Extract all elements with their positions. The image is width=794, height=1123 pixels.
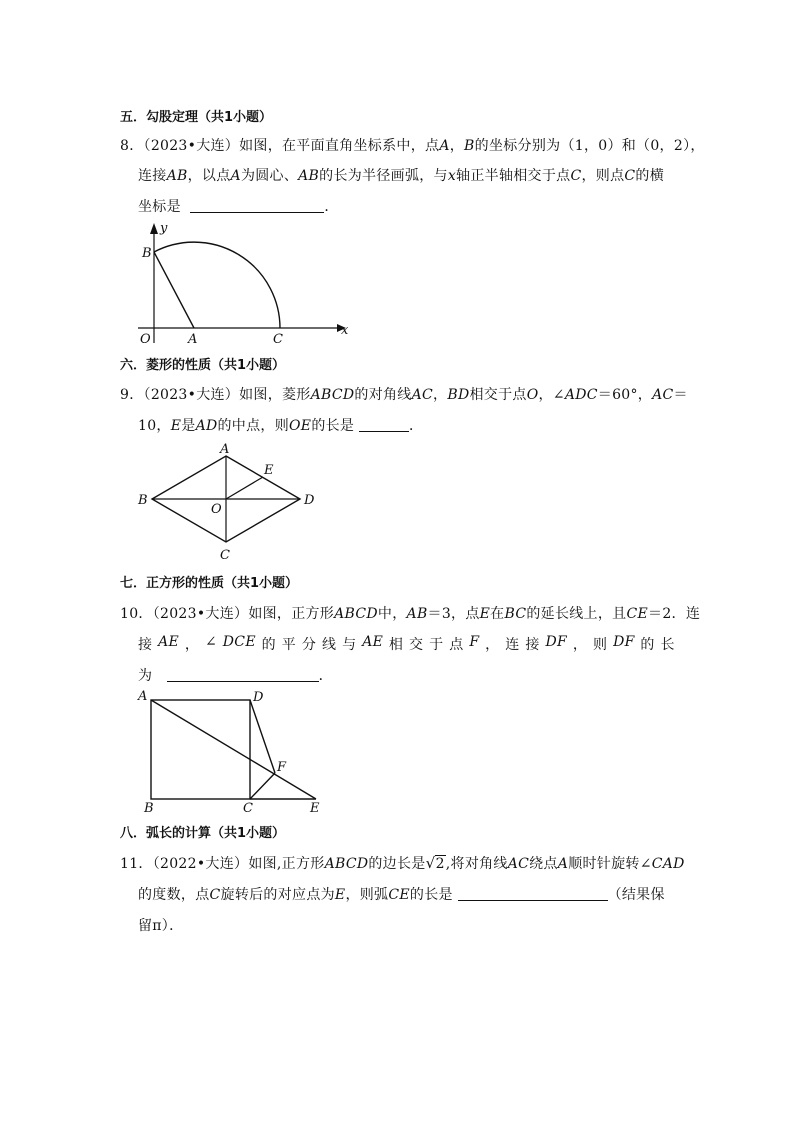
question-9-line-2: 10，E是AD的中点，则OE的长是 ．: [138, 418, 424, 434]
question-number: 9．: [120, 387, 144, 403]
label-F: F: [277, 760, 287, 775]
question-9-line-1: 9．（2023•大连）如图，菱形ABCD的对角线AC，BD相交于点O，∠ADC＝60°，AC＝: [120, 387, 688, 403]
question-10-line-2: 接 AE ， ∠ DCE 的 平 分 线 与 AE 相 交 于 点 F ， 连 接 DF ， 则 DF 的 长: [138, 634, 675, 653]
question-number: 11．: [120, 856, 153, 872]
label-C: C: [273, 332, 283, 347]
sqrt-symbol: √ 2: [425, 854, 445, 872]
question-11-line-3: 留π）．: [138, 918, 184, 934]
label-C: C: [220, 548, 230, 563]
question-11-line-1: 11．（2022•大连）如图,正方形ABCD的边长是 √ 2,将对角线AC绕点A顺时针旋转∠CAD: [120, 854, 685, 872]
question-source: （2023•大连）: [152, 606, 249, 622]
question-10-line-1: 10．（2023•大连）如图，正方形ABCD中，AB＝3，点E在BC的延长线上，且CE＝2．连: [120, 606, 701, 622]
label-B: B: [144, 801, 154, 816]
label-B: B: [142, 246, 152, 261]
label-E: E: [264, 463, 274, 478]
label-B: B: [138, 493, 148, 508]
question-source: （2022•大连）: [152, 856, 249, 872]
label-x: x: [341, 323, 349, 338]
question-8-line-3: 坐标是 ．: [138, 199, 339, 215]
question-source: （2023•大连）: [143, 387, 240, 403]
label-O: O: [211, 502, 222, 517]
question-number: 8．: [120, 138, 144, 154]
label-A: A: [220, 442, 230, 457]
label-y: y: [160, 221, 168, 236]
question-8-line-1: 8．（2023•大连）如图，在平面直角坐标系中，点A，B的坐标分别为（1，0）和（0，2），: [120, 138, 705, 154]
label-O: O: [140, 332, 151, 347]
label-D: D: [304, 493, 315, 508]
answer-blank: [458, 886, 608, 901]
question-10-line-3: 为 ．: [138, 668, 333, 684]
label-C: C: [243, 801, 253, 816]
section-heading-rhombus: 六．菱形的性质（共1小题）: [120, 358, 286, 373]
question-8-line-2: 连接AB，以点A为圆心、AB的长为半径画弧，与x轴正半轴相交于点C，则点C的横: [138, 168, 664, 184]
label-E: E: [310, 801, 320, 816]
section-heading-square: 七．正方形的性质（共1小题）: [120, 576, 299, 591]
label-A: A: [138, 689, 148, 704]
question-source: （2023•大连）: [143, 138, 240, 154]
section-heading-arc-length: 八．弧长的计算（共1小题）: [120, 826, 286, 841]
question-11-line-2: 的度数，点C旋转后的对应点为E，则弧CE的长是 （结果保: [138, 887, 665, 903]
label-A: A: [188, 332, 198, 347]
section-heading-pythagorean: 五．勾股定理（共1小题）: [120, 110, 273, 125]
label-D: D: [253, 690, 264, 705]
question-number: 10．: [120, 606, 153, 622]
